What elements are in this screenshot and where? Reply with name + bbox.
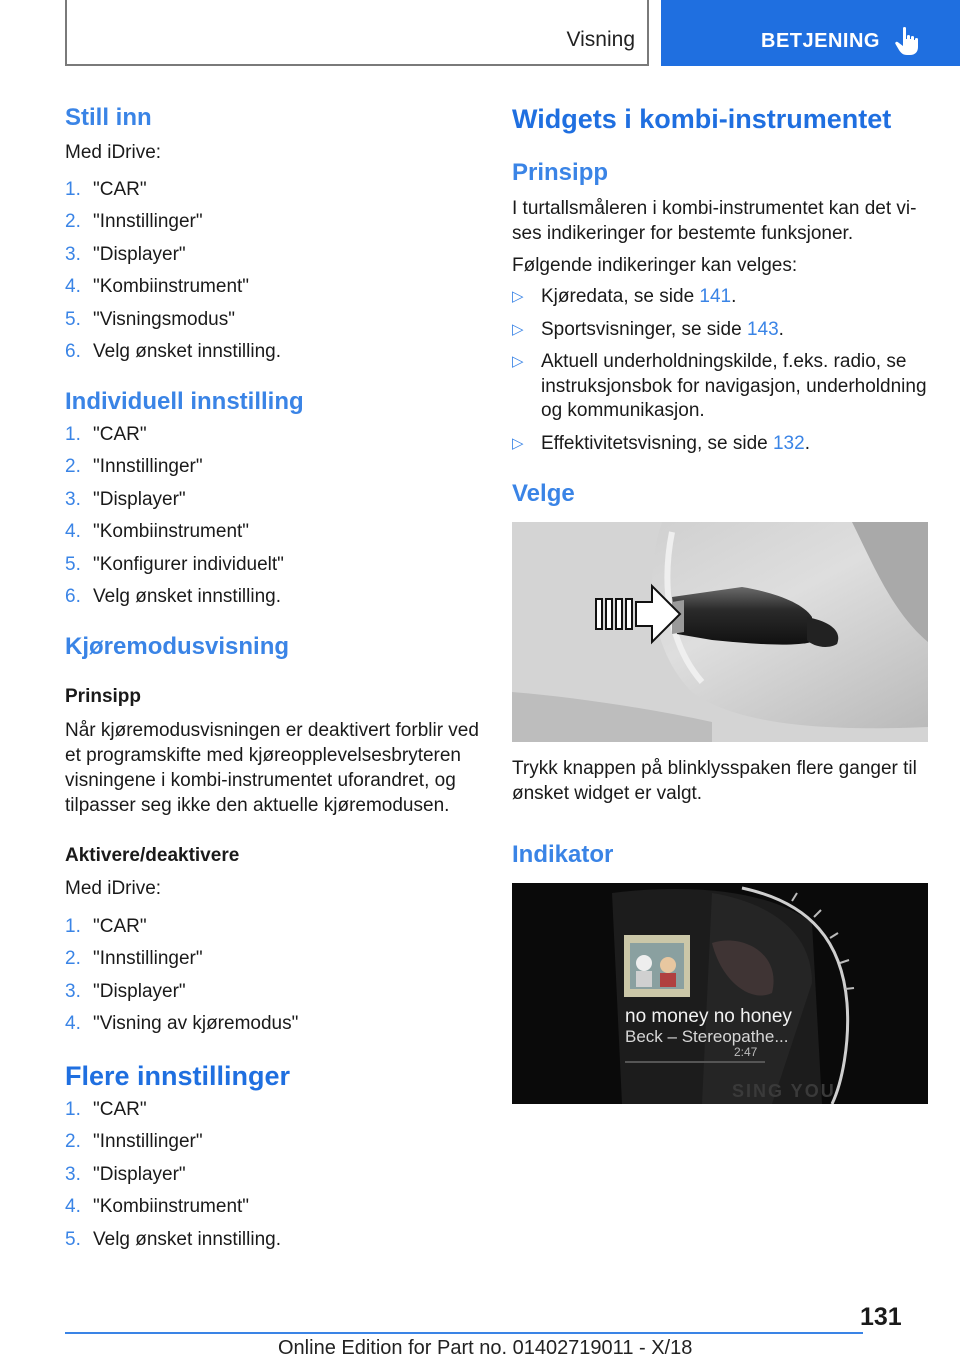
widgets-intro: Følgende indikeringer kan velges:	[512, 255, 798, 276]
instrument-cluster-photo	[512, 883, 928, 1104]
triangle-bullet-icon: ▷	[512, 288, 524, 305]
header-chapter-title: BETJENING	[761, 30, 880, 52]
list-item: 3. "Displayer"	[65, 488, 186, 510]
track-time: 2:47	[734, 1045, 758, 1059]
widgets-bullet-list	[512, 285, 928, 464]
list-item: 3. "Displayer"	[65, 1163, 186, 1185]
list-item: 1. "CAR"	[65, 179, 147, 200]
subheading-indikator: Indikator	[512, 841, 614, 868]
list-item: 2. "Innstillinger"	[65, 1131, 203, 1153]
page-link[interactable]: 132	[772, 432, 805, 454]
list-item: 5. "Visningsmodus"	[65, 308, 235, 330]
svg-text:SING YOU: SING YOU	[732, 1081, 836, 1101]
list-item: 4. "Kombiinstrument"	[65, 1196, 250, 1218]
list-item: 5. Velg ønsket innstilling.	[65, 1228, 281, 1250]
subheading-velge: Velge	[512, 480, 575, 507]
widgets-paragraph: I turtallsmåleren i kombi-instrumentet kan det vises indikeringer for bestemte funksjoner.	[512, 198, 917, 244]
track-title: no money no honey	[625, 1006, 792, 1027]
velge-paragraph: Trykk knappen på blinklysspaken flere ganger til ønsket widget er valgt.	[512, 758, 917, 804]
intro-text: Med iDrive:	[65, 142, 162, 163]
triangle-bullet-icon: ▷	[512, 353, 524, 370]
page-link[interactable]: 141	[699, 286, 732, 307]
list-item: 6. Velg ønsket innstilling.	[65, 340, 281, 362]
section-title-flere: Flere innstillinger	[65, 1061, 291, 1091]
header-section-title: Visning	[566, 28, 635, 51]
list-item: ▷ Aktuell underholdningskilde, f.eks. radio, se instruksjonsbok for navigasjon, underholdning og kommunikasjon.	[512, 351, 927, 421]
steps-list-still-inn	[65, 178, 281, 372]
section-title-still-inn: Still inn	[65, 104, 152, 131]
section-title-kjoremodus: Kjøremodusvisning	[65, 633, 290, 660]
list-item: ▷ Effektivitetsvisning, se side 132.	[512, 432, 928, 457]
steps-list-aktivere	[65, 915, 298, 1045]
footer-divider	[65, 1332, 863, 1334]
triangle-bullet-icon: ▷	[512, 434, 524, 452]
list-item: 3. "Displayer"	[65, 980, 186, 1002]
list-item: 2. "Innstillinger"	[65, 948, 203, 970]
list-item: ▷ Kjøredata, se side 141.	[512, 285, 928, 310]
page-number: 131	[860, 1303, 902, 1331]
section-title-individuell: Individuell innstilling	[65, 388, 304, 415]
pointing-hand-icon	[894, 26, 920, 56]
list-item: 4. "Visning av kjøremodus"	[65, 1013, 299, 1035]
list-item: 1. "CAR"	[65, 916, 147, 937]
steps-list-flere	[65, 1098, 281, 1260]
page-link[interactable]: 143	[746, 318, 779, 340]
list-item: 2. "Innstillinger"	[65, 211, 203, 233]
header-section-box	[65, 0, 649, 66]
list-item: 2. "Innstillinger"	[65, 456, 203, 478]
list-item: 3. "Displayer"	[65, 243, 186, 265]
list-item: 4. "Kombiinstrument"	[65, 276, 250, 298]
triangle-bullet-icon: ▷	[512, 320, 524, 338]
list-item: 4. "Kombiinstrument"	[65, 521, 250, 543]
list-item: 6. Velg ønsket innstilling.	[65, 585, 281, 607]
turn-signal-lever-photo	[512, 522, 928, 742]
track-artist: Beck – Stereopathe...	[625, 1027, 789, 1046]
list-item: 5. "Konfigurer individuelt"	[65, 553, 284, 575]
subheading-prinsipp: Prinsipp	[65, 686, 142, 707]
intro-text: Med iDrive:	[65, 878, 162, 899]
list-item: ▷ Sportsvisninger, se side 143.	[512, 318, 928, 343]
header-chapter-tab[interactable]	[661, 0, 960, 66]
section-title-widgets: Widgets i kombi-instrumentet	[512, 104, 892, 134]
footer-edition-text: Online Edition for Part no. 01402719011 - X/18	[278, 1337, 693, 1359]
subheading-prinsipp-right: Prinsipp	[512, 159, 609, 186]
subheading-aktivere: Aktivere/deaktivere	[65, 845, 240, 866]
list-item: 1. "CAR"	[65, 1099, 147, 1120]
progress-track	[625, 1061, 765, 1063]
list-item: 1. "CAR"	[65, 424, 147, 445]
kjoremodus-paragraph: Når kjøremodusvisningen er deaktivert forblir ved et programskifte med kjøreopplevelsesbryteren visningene i kombi-instrumentet uforandret, og tilpasser seg ikke den aktuelle kjøremodusen.	[65, 720, 479, 816]
steps-list-individuell	[65, 423, 284, 617]
